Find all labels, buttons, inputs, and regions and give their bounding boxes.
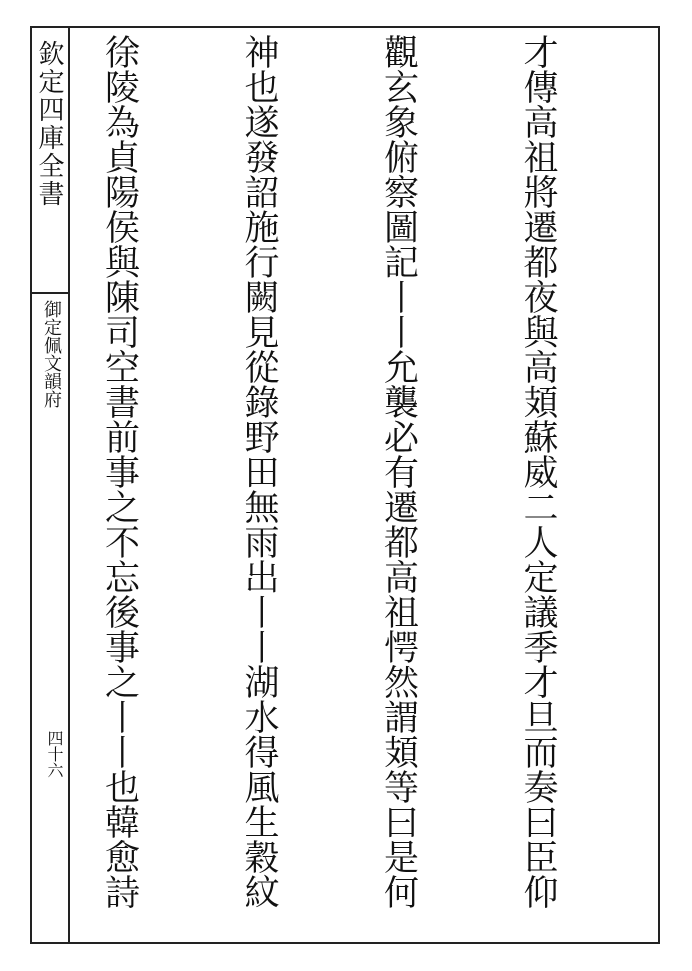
book-title: 欽定四庫全書 — [34, 40, 64, 208]
text-column: 觀玄象俯察圖記丨丨允襲必有遷都高祖愕然謂頍等曰是何 — [378, 34, 419, 909]
text-column: 才傳高祖將遷都夜與高頍蘇威二人定議季才旦而奏曰臣仰 — [518, 34, 558, 909]
text-column: 神也遂發詔施行闕見從錄野田無雨出丨丨湖水得風生穀紋 — [239, 34, 279, 909]
section-title: 御定佩文韻府 — [41, 300, 62, 408]
page-number: 四十六 — [45, 730, 64, 778]
text-column: 徐陵為貞陽侯與陳司空書前事之不忘後事之丨丨也韓愈詩 — [99, 34, 140, 909]
text-column — [0, 34, 3, 938]
main-text — [72, 34, 654, 938]
